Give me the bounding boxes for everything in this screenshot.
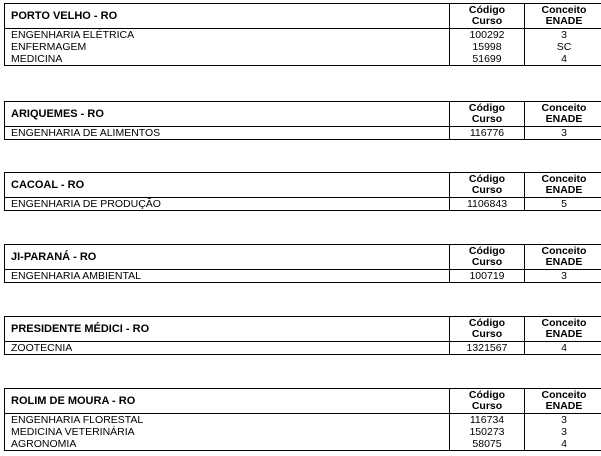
- course-code-header-line2: Curso: [471, 113, 503, 125]
- course-code-header-line1: Código: [468, 245, 506, 257]
- campus-table: [4, 244, 601, 283]
- course-row: [5, 41, 601, 53]
- course-code: 15998: [450, 41, 525, 53]
- course-row: [5, 270, 601, 283]
- enade-grade-header-line1: Conceito: [541, 317, 587, 329]
- enade-grade-header-line2: ENADE: [545, 328, 583, 340]
- course-code-header-line2: Curso: [471, 328, 503, 340]
- campus-table: [4, 172, 601, 211]
- enade-grade-header-line2: ENADE: [545, 400, 583, 412]
- campus-header-row: [5, 102, 601, 127]
- course-code-header-line1: Código: [468, 173, 506, 185]
- course-name: ENGENHARIA DE PRODUÇÃO: [5, 198, 450, 211]
- enade-grade: 4: [525, 53, 601, 66]
- course-code-header-line2: Curso: [471, 400, 503, 412]
- campus-name: PORTO VELHO - RO: [5, 4, 450, 29]
- course-row: [5, 127, 601, 140]
- enade-grade: 3: [525, 270, 601, 283]
- course-row: [5, 414, 601, 427]
- campus-header-row: [5, 389, 601, 414]
- course-code-header: [450, 173, 525, 198]
- course-name: ENGENHARIA DE ALIMENTOS: [5, 127, 450, 140]
- enade-grade-header-line2: ENADE: [545, 256, 583, 268]
- campus-name: ROLIM DE MOURA - RO: [5, 389, 450, 414]
- enade-grade-header-line2: ENADE: [545, 113, 583, 125]
- enade-grade-header: [525, 317, 601, 342]
- course-name: ENGENHARIA AMBIENTAL: [5, 270, 450, 283]
- course-code: 58075: [450, 438, 525, 451]
- enade-grade-header-line1: Conceito: [541, 102, 587, 114]
- course-code: 116776: [450, 127, 525, 140]
- course-code-header: [450, 389, 525, 414]
- course-code-header-line1: Código: [468, 389, 506, 401]
- enade-grade-header: [525, 389, 601, 414]
- campus-table: [4, 3, 601, 66]
- enade-grade: 5: [525, 198, 601, 211]
- course-name: AGRONOMIA: [5, 438, 450, 451]
- course-code-header: [450, 102, 525, 127]
- course-name: ENFERMAGEM: [5, 41, 450, 53]
- campus-name: ARIQUEMES - RO: [5, 102, 450, 127]
- campus-header-row: [5, 317, 601, 342]
- enade-grade-header-line1: Conceito: [541, 389, 587, 401]
- course-row: [5, 29, 601, 42]
- enade-grade-header-line2: ENADE: [545, 15, 583, 27]
- course-row: [5, 342, 601, 355]
- enade-grade: 4: [525, 438, 601, 451]
- course-code-header-line2: Curso: [471, 15, 503, 27]
- course-code-header: [450, 245, 525, 270]
- course-row: [5, 198, 601, 211]
- course-code: 1106843: [450, 198, 525, 211]
- enade-grade: 3: [525, 29, 601, 42]
- course-name: ENGENHARIA ELÉTRICA: [5, 29, 450, 42]
- course-name: MEDICINA: [5, 53, 450, 66]
- course-row: [5, 426, 601, 438]
- course-code: 150273: [450, 426, 525, 438]
- course-code-header-line1: Código: [468, 102, 506, 114]
- campus-table: [4, 101, 601, 140]
- campus-header-row: [5, 4, 601, 29]
- course-code-header-line2: Curso: [471, 184, 503, 196]
- enade-grade-header-line1: Conceito: [541, 173, 587, 185]
- course-code-header: [450, 4, 525, 29]
- enade-grade-header: [525, 245, 601, 270]
- course-name: MEDICINA VETERINÁRIA: [5, 426, 450, 438]
- campus-header-row: [5, 245, 601, 270]
- enade-grade-header-line2: ENADE: [545, 184, 583, 196]
- enade-grade: 3: [525, 127, 601, 140]
- enade-grade: 3: [525, 426, 601, 438]
- course-name: ZOOTECNIA: [5, 342, 450, 355]
- course-code-header: [450, 317, 525, 342]
- enade-grade: 4: [525, 342, 601, 355]
- campus-table: [4, 316, 601, 355]
- course-code-header-line1: Código: [468, 4, 506, 16]
- enade-grade-header-line1: Conceito: [541, 245, 587, 257]
- course-code-header-line1: Código: [468, 317, 506, 329]
- enade-grade-header: [525, 102, 601, 127]
- course-code-header-line2: Curso: [471, 256, 503, 268]
- course-row: [5, 438, 601, 451]
- enade-grade-header: [525, 173, 601, 198]
- enade-grade-header-line1: Conceito: [541, 4, 587, 16]
- course-name: ENGENHARIA FLORESTAL: [5, 414, 450, 427]
- campus-name: PRESIDENTE MÉDICI - RO: [5, 317, 450, 342]
- course-code: 100719: [450, 270, 525, 283]
- enade-grade-header: [525, 4, 601, 29]
- course-code: 116734: [450, 414, 525, 427]
- course-row: [5, 53, 601, 66]
- campus-name: CACOAL - RO: [5, 173, 450, 198]
- course-code: 100292: [450, 29, 525, 42]
- campus-table: [4, 388, 601, 451]
- enade-grade: 3: [525, 414, 601, 427]
- campus-name: JI-PARANÁ - RO: [5, 245, 450, 270]
- campus-header-row: [5, 173, 601, 198]
- course-code: 51699: [450, 53, 525, 66]
- enade-grade: SC: [525, 41, 601, 53]
- course-code: 1321567: [450, 342, 525, 355]
